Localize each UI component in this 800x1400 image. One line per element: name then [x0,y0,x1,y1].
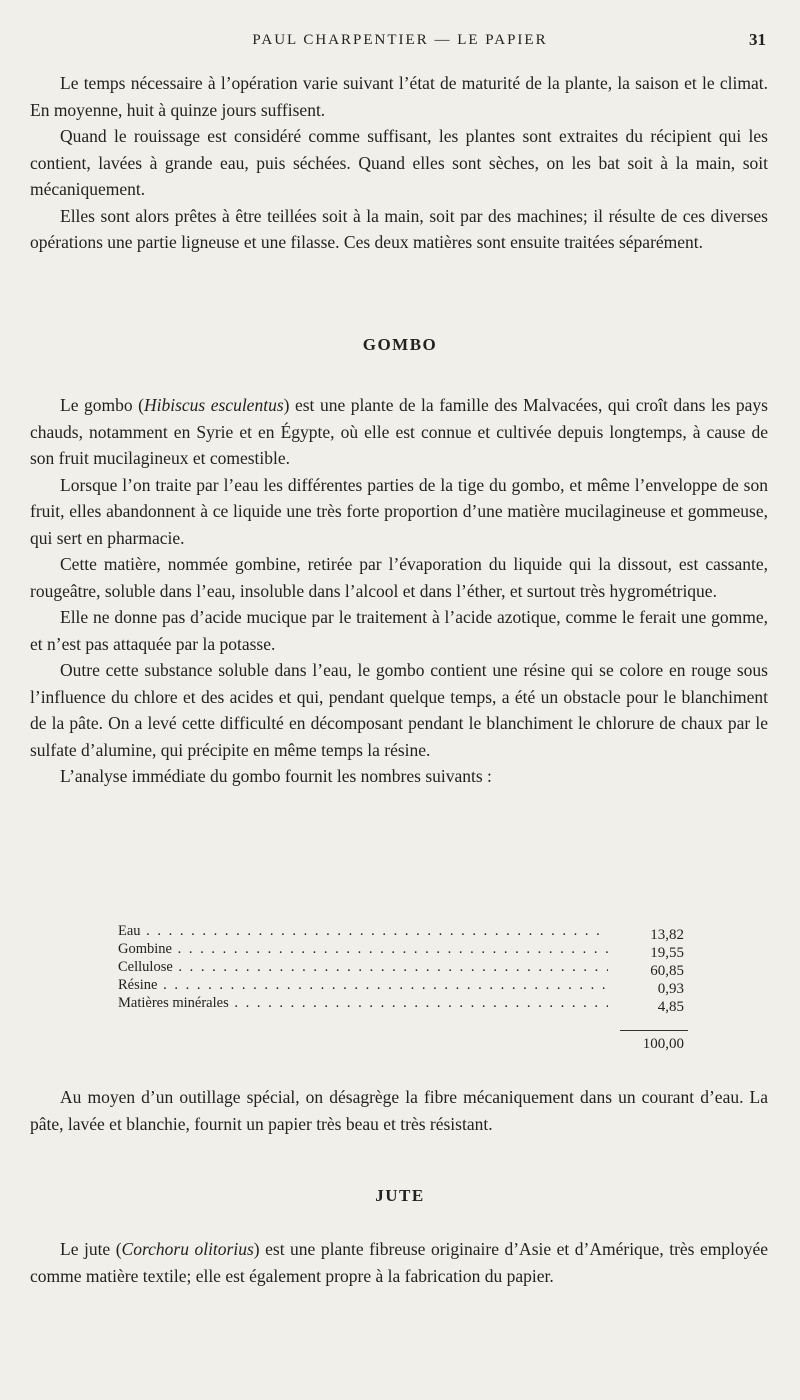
paragraph: L’analyse immédiate du gombo fournit les nombres suivants : [60,766,492,786]
paragraph: Elle ne donne pas d’acide mucique par le traitement à l’acide azotique, comme le ferait une gomme, et n’est pas attaquée par la potasse. [30,607,768,654]
analysis-table [118,922,684,1015]
component-value: 19,55 [650,945,684,961]
component-value: 13,82 [650,927,684,943]
component-name: Résine . . . [118,976,608,994]
page-number: 31 [749,30,766,49]
analysis-total: 100,00 [642,1036,684,1052]
paragraph [30,392,768,472]
latin-name: Corchoru olitorius [121,1239,254,1259]
gombo-conclusion [30,1084,768,1137]
component-name: Gombine . . . [118,940,608,958]
paragraph: Cette matière, nommée gombine, retirée par l’évaporation du liquide qui la dissout, est cassante, rougeâtre, soluble dans l’eau, insoluble dans l’alcool et dans l’éther, et surtout très hygrométrique. [30,554,768,601]
page-header [0,30,800,54]
text-run: Le jute ( [60,1239,122,1259]
paragraph [30,1236,768,1289]
table-row [118,958,684,979]
intro-text [30,70,768,256]
table-row [118,994,684,1015]
table-row [118,940,684,961]
component-value: 0,93 [657,981,684,997]
paragraph: Le temps nécessaire à l’opération varie suivant l’état de maturité de la plante, la saison et le climat. En moyenne, huit à quinze jours suffisent. [30,73,768,120]
component-value: 60,85 [650,963,684,979]
table-row [118,922,684,943]
latin-name: Hibiscus esculentus [143,395,284,415]
component-name: Matières minérales . . . [118,994,608,1012]
jute-text [30,1236,768,1289]
text-run: ) est une plante de la famille des Malvacées, qui croît dans les pays chauds, notamment en Syrie et en Égypte, où elle est connue et cultivée depuis longtemps, à cause de son fruit mucilagineux et comestible. [30,395,768,468]
text-run: Le gombo ( [60,395,144,415]
text-run: ) est une plante fibreuse originaire d’Asie et d’Amérique, très employée comme matière textile; elle est également propre à la fabrication du papier. [30,1239,769,1286]
component-name: Cellulose . . . [118,958,608,976]
paragraph: Quand le rouissage est considéré comme suffisant, les plantes sont extraites du récipient qui les contient, lavées à grande eau, puis séchées. Quand elles sont sèches, on les bat soit à la main, soit mécaniquement. [30,126,768,199]
paragraph: Outre cette substance soluble dans l’eau, le gombo contient une résine qui se colore en rouge sous l’influence du chlore et des acides et qui, pendant quelque temps, a été un obstacle pour le blanchiment de la pâte. On a levé cette difficulté en décomposant pendant le blanchiment le chlorure de chaux par le sulfate d’alumine, qui précipite en même temps la résine. [30,660,768,760]
section-title-gombo: GOMBO [362,335,438,354]
section-title-jute: JUTE [375,1186,425,1205]
gombo-text [30,392,768,790]
component-value: 4,85 [657,999,684,1015]
running-title: PAUL CHARPENTIER — LE PAPIER [252,32,548,48]
total-rule [620,1030,688,1031]
paragraph: Lorsque l’on traite par l’eau les différentes parties de la tige du gombo, et même l’enveloppe de son fruit, elles abandonnent à ce liquide une très forte proportion d’une matière mucilagineuse et gommeuse, qui sert en pharmacie. [30,474,768,548]
paragraph: Au moyen d’un outillage spécial, on désagrège la fibre mécaniquement dans un courant d’eau. La pâte, lavée et blanchie, fournit un papier très beau et très résistant. [30,1087,768,1134]
component-name: Eau . . . [118,922,608,940]
table-row [118,976,684,997]
paragraph: Elles sont alors prêtes à être teillées soit à la main, soit par des machines; il résulte de ces diverses opérations une partie ligneuse et une filasse. Ces deux matières sont ensuite traitées séparément. [30,205,768,252]
